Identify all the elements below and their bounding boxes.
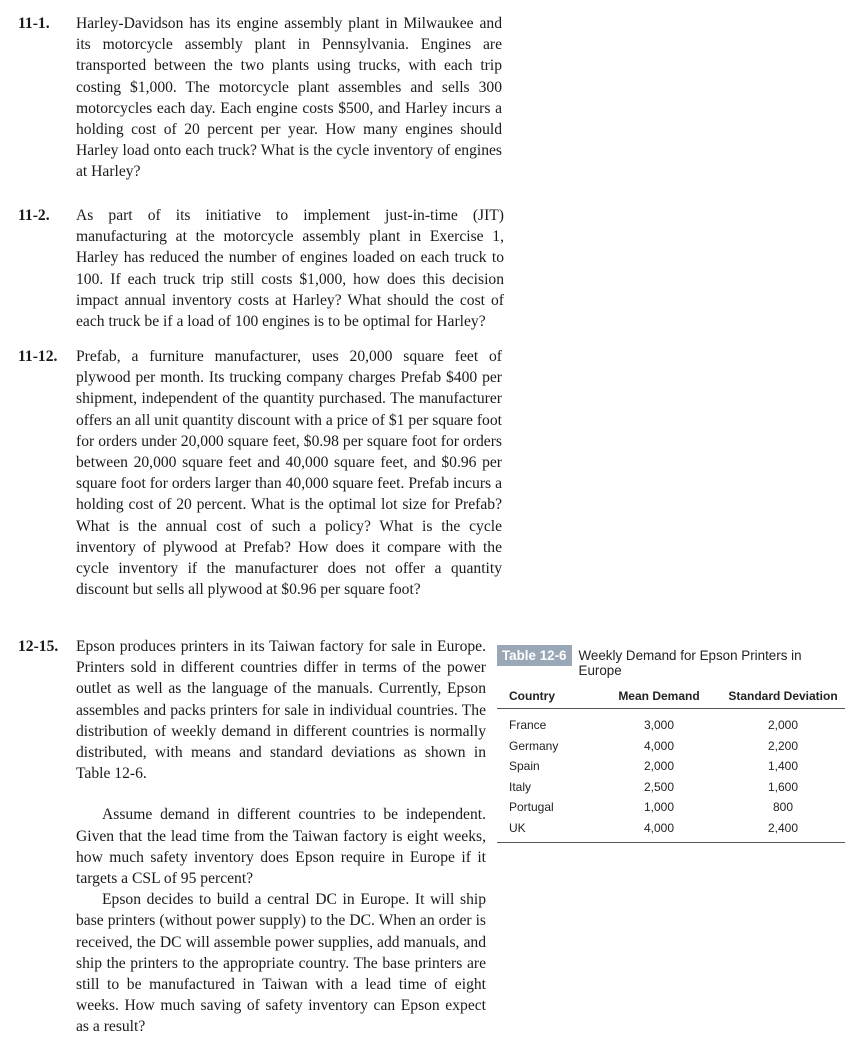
problem-paragraph: Epson produces printers in its Taiwan factory for sale in Europe. Printers sold in different countries differ in terms of the power outlet as well as the language of the manuals. Currently, Epson assembles and packs printers for sale in individual countries. The distribution of weekly demand in different countries is normally distributed, with means and standard deviations as shown in Table 12-6. — [76, 638, 486, 783]
problem-paragraph: Assume demand in different countries to be independent. Given that the lead time from the Taiwan factory is eight weeks, how much safety inventory does Epson require in Europe if it targets a CSL of 95 percent? — [76, 806, 486, 888]
problem-text — [76, 636, 486, 1038]
demand-table — [497, 686, 845, 843]
cell-country: Portugal — [509, 800, 554, 815]
table-row — [497, 797, 845, 818]
table-row — [497, 818, 845, 843]
header-standard-deviation: Standard Deviation — [721, 686, 845, 709]
table-row — [497, 709, 845, 736]
problem-12-15 — [18, 636, 486, 1038]
cell-mean-demand: 1,000 — [643, 800, 675, 815]
table-header-row — [497, 686, 845, 709]
cell-standard-deviation: 2,000 — [767, 718, 799, 733]
cell-mean-demand: 3,000 — [643, 718, 675, 733]
header-mean-demand: Mean Demand — [597, 686, 721, 709]
problem-11-1 — [18, 13, 502, 183]
problem-text — [76, 346, 502, 600]
problem-text — [76, 205, 504, 332]
cell-country: Italy — [509, 779, 532, 794]
problem-text — [76, 13, 502, 183]
problem-paragraph: Epson decides to build a central DC in Europe. It will ship base printers (without power supply) to the DC. When an order is received, the DC will assemble power supplies, add manuals, and ship the printers to the appropriate country. The base printers are still to be manufactured in Taiwan with a lead time of eight weeks. How much saving of safety inventory can Epson expect as a result? — [76, 891, 486, 1036]
cell-country: France — [509, 718, 547, 733]
cell-standard-deviation: 2,200 — [767, 738, 799, 753]
table-row — [497, 736, 845, 757]
table-row — [497, 777, 845, 798]
cell-mean-demand: 4,000 — [643, 820, 675, 835]
problem-number: 11-1. — [18, 15, 50, 32]
cell-standard-deviation: 1,400 — [767, 759, 799, 774]
cell-standard-deviation: 1,600 — [767, 779, 799, 794]
cell-country: UK — [509, 820, 526, 835]
cell-mean-demand: 2,000 — [643, 759, 675, 774]
table-12-6 — [497, 645, 845, 843]
table-caption — [497, 645, 845, 678]
cell-country: Germany — [509, 738, 559, 753]
cell-mean-demand: 2,500 — [643, 779, 675, 794]
problem-number: 12-15. — [18, 638, 59, 655]
problem-11-12 — [18, 346, 502, 600]
header-country: Country — [497, 686, 597, 709]
table-row — [497, 756, 845, 777]
problem-11-2 — [18, 205, 504, 332]
problem-number: 11-2. — [18, 207, 50, 224]
table-title: Weekly Demand for Epson Printers in Europe — [578, 648, 802, 678]
problem-paragraph: Harley-Davidson has its engine assembly plant in Milwaukee and its motorcycle assembly plant in Pennsylvania. Engines are transported between the two plants using trucks, with each trip costing $1,000. The motorcycle plant assembles and sells 300 motorcycles each day. Each engine costs $500, and Harley incurs a holding cost of 20 percent per year. How many engines should Harley load onto each truck? What is the cycle inventory of engines at Harley? — [76, 15, 502, 181]
cell-country: Spain — [509, 759, 540, 774]
cell-mean-demand: 4,000 — [643, 738, 675, 753]
problem-number: 11-12. — [18, 348, 58, 365]
cell-standard-deviation: 800 — [772, 800, 794, 815]
table-label: Table 12-6 — [497, 645, 572, 666]
problem-paragraph: As part of its initiative to implement just-in-time (JIT) manufacturing at the motorcycle assembly plant in Exercise 1, Harley has reduced the number of engines loaded on each truck to 100. If each truck trip still costs $1,000, how does this decision impact annual inventory costs at Harley? What should the cost of each truck be if a load of 100 engines is to be optimal for Harley? — [76, 207, 504, 331]
cell-standard-deviation: 2,400 — [767, 820, 799, 835]
problem-paragraph: Prefab, a furniture manufacturer, uses 20,000 square feet of plywood per month. Its trucking company charges Prefab $400 per shipment, independent of the quantity purchased. The manufacturer offers an all unit quantity discount with a price of $1 per square foot for orders under 20,000 square feet, $0.98 per square foot for orders between 20,000 square feet and 40,000 square feet, and $0.96 per square foot for orders larger than 40,000 square feet. Prefab incurs a holding cost of 20 percent. What is the optimal lot size for Prefab? What is the annual cost of such a policy? What is the cycle inventory of plywood at Prefab? How does it compare with the cycle inventory if the manufacturer does not offer a quantity discount but sells all plywood at $0.96 per square foot? — [76, 348, 502, 599]
